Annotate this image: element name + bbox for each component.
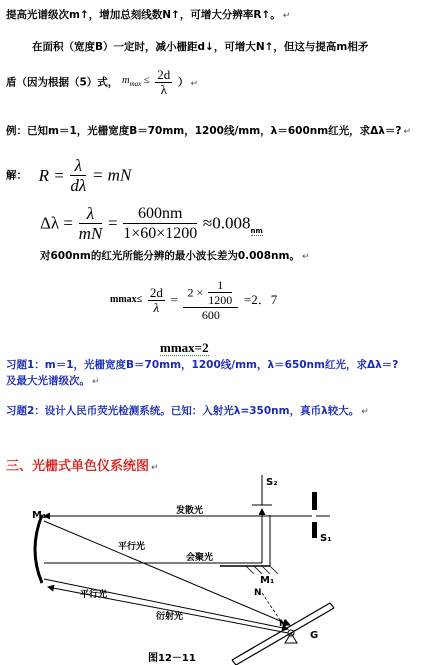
equals-sign: = <box>170 292 178 307</box>
mmax-calc-den-a: λ <box>153 299 160 315</box>
dl-numerator-2: 600nm <box>123 204 197 224</box>
return-mark-icon: ↵ <box>282 11 291 21</box>
section-heading-text: 三、光栅式单色仪系统图 <box>6 459 150 474</box>
R-denominator: dλ <box>70 176 87 195</box>
label-parallel-1: 平行光 <box>118 542 146 552</box>
ray-diffracted <box>48 587 288 633</box>
mmax-calc-lhs: mmax≤ <box>110 294 143 305</box>
exercise-2-line <box>6 404 369 419</box>
dl-denominator-1: mN <box>78 224 103 243</box>
label-converging: 会聚光 <box>186 553 214 563</box>
mmax-calc-inner-den: 1200 <box>208 293 233 307</box>
section-heading <box>6 459 159 476</box>
line3-suffix: ） <box>177 76 189 89</box>
text-line-3 <box>6 68 198 97</box>
label-n-lower: N <box>279 619 287 629</box>
example-text: 例：已知m＝1，光栅宽度B＝70mm，1200线/mm，λ＝600nm红光，求Δλ＝? <box>6 125 402 137</box>
return-mark-icon: ↵ <box>92 377 100 387</box>
return-mark-icon: ↵ <box>361 407 369 417</box>
dl-fraction-2 <box>123 204 197 243</box>
line2-text: 在面积（宽度B）一定时，减小栅距d↓，可增大N↑，但这与提高m相矛 <box>32 41 369 53</box>
example-line <box>6 124 411 139</box>
label-n-upper: N <box>254 588 262 598</box>
dl-fraction-1 <box>79 204 103 243</box>
exercise-1-line-b <box>6 374 100 389</box>
slit-s1-upper <box>312 492 317 510</box>
text-line-1 <box>6 8 290 23</box>
mmax-calc-result: =2．7 <box>243 292 278 307</box>
R-rhs: = mN <box>91 165 132 185</box>
figure-caption: 图12－11 <box>148 653 196 664</box>
dl-result: ≈0.008 <box>202 213 251 233</box>
return-mark-icon: ↵ <box>190 78 198 89</box>
conclusion-line <box>40 249 310 264</box>
return-mark-icon: ↵ <box>151 463 159 473</box>
label-diffracted: 衍射光 <box>156 612 184 622</box>
label-parallel-2: 平行光 <box>80 590 108 600</box>
mmax-calc-frac-a <box>148 286 165 315</box>
label-m1: M₁ <box>32 510 47 521</box>
dl-lhs: Δλ = <box>40 213 74 233</box>
mmax-calc-inner-num: 1 <box>208 278 232 293</box>
text-line-2 <box>32 40 368 54</box>
label-s2: S₂ <box>266 477 278 488</box>
label-m1-lower: M₁ <box>260 575 275 586</box>
exercise-1-text-cont: 及最大光谱级次。 <box>6 375 90 387</box>
monochromator-diagram <box>0 475 424 665</box>
mmax-calc-frac-b <box>183 278 238 322</box>
line3-prefix: 盾（因为根据（5）式， <box>6 76 119 89</box>
concave-mirror-left <box>35 515 42 583</box>
mmax-calc-den-b: 600 <box>201 308 220 322</box>
return-mark-icon: ↵ <box>301 252 310 262</box>
exercise-1-line-a <box>6 358 398 372</box>
delta-lambda-line <box>40 204 263 243</box>
equals-sign: = <box>107 213 118 233</box>
exercise-2-text: 习题2：设计人民币荧光检测系统。已知：入射光λ=350nm，真币λ较大。 <box>6 405 360 417</box>
mmax-calc-line <box>110 278 277 322</box>
label-s1: S₁ <box>320 533 332 544</box>
solution-line <box>6 156 131 195</box>
mmax-denominator: λ <box>160 82 167 97</box>
dl-denominator-2: 1×60×1200 <box>123 225 198 242</box>
mmax-calc-num-a: 2d <box>149 284 163 300</box>
exercise-1-text: 习题1：m＝1，光栅宽度B＝70mm，1200线/mm，λ＝650nm红光，求Δλ＝? <box>6 359 399 371</box>
solution-label: 解： <box>6 169 27 182</box>
conclusion-text: 对600nm的红光所能分辨的最小波长差为0.008nm。 <box>40 250 300 262</box>
grating-g <box>232 603 334 665</box>
dl-numerator-1: λ <box>79 204 103 224</box>
mmax-symbol: $m_{max}$ ≤ <box>121 75 150 88</box>
mmax-final: mmax=2 <box>160 340 209 355</box>
line1-text: 提高光谱级次m↑，增加总刻线数N↑，可增大分辨率R↑。 <box>6 9 281 21</box>
mmax-fraction <box>155 68 172 97</box>
R-lhs: R = <box>38 165 65 185</box>
label-g: G <box>310 630 319 641</box>
mmax-numerator: 2d <box>157 67 171 82</box>
mmax-calc-num-prefix: 2 × <box>187 285 204 300</box>
dl-unit: nm <box>250 226 263 235</box>
mmax-calc-inner-frac <box>208 278 232 307</box>
slit-s1-lower <box>312 522 317 538</box>
R-fraction <box>70 156 86 195</box>
label-divergent: 发散光 <box>176 506 204 516</box>
mmax-final-line <box>160 341 209 356</box>
return-mark-icon: ↵ <box>403 127 412 137</box>
R-numerator: λ <box>70 156 86 176</box>
mirror-hatching <box>246 566 278 574</box>
